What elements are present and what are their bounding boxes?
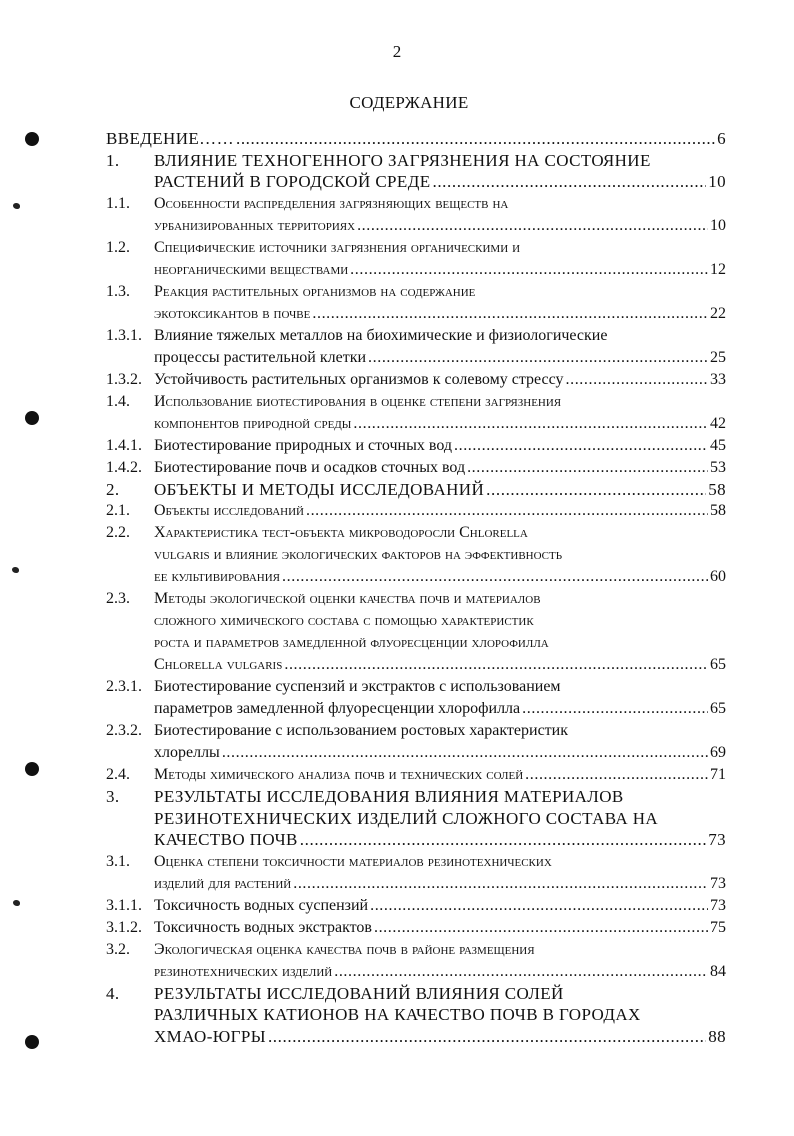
toc-entry-text: процессы растительной клетки <box>154 348 367 366</box>
toc-page-number: 10 <box>710 216 726 234</box>
toc-leader-dots <box>284 654 708 676</box>
toc-entry <box>106 479 726 501</box>
toc-page-number: 60 <box>710 568 726 585</box>
toc-entry-text: ВВЕДЕНИЕ…… <box>106 129 234 148</box>
toc-leader-dots <box>353 413 708 435</box>
toc-entry-text: vulgaris и влияние экологических факторов на эффективность <box>154 546 563 563</box>
toc-entry-text: Биотестирование почв и осадков сточных вод <box>154 458 466 476</box>
toc-leader-dots <box>370 895 708 917</box>
toc-leader-dots <box>300 829 706 851</box>
toc-entry <box>106 150 726 193</box>
toc-entry-text: Объекты исследований <box>154 502 304 519</box>
toc-entry-number: 3.1.2. <box>106 918 142 936</box>
toc-entry-text: Токсичность водных суспензий <box>154 896 369 914</box>
toc-entry-number: 1.2. <box>106 238 130 256</box>
toc-entry-text: Методы экологической оценки качества почв и материалов <box>154 590 541 607</box>
toc-entry-text: неорганическими веществами <box>154 260 349 278</box>
toc-entry-text: Биотестирование суспензий и экстрактов с использованием <box>154 678 561 695</box>
toc-leader-dots <box>566 369 709 391</box>
toc-page-number: 58 <box>708 479 726 499</box>
toc-leader-dots <box>293 873 708 895</box>
toc-entry-text: РАЗЛИЧНЫХ КАТИОНОВ НА КАЧЕСТВО ПОЧВ В ГОРОДАХ <box>154 1005 641 1024</box>
scan-speck <box>13 203 20 209</box>
toc-leader-dots <box>306 500 708 522</box>
toc-entry <box>106 786 726 851</box>
toc-entry <box>106 851 726 895</box>
toc-entry-text: хлореллы <box>154 744 220 761</box>
toc-entry <box>106 676 726 720</box>
toc-entry <box>106 435 726 457</box>
toc-page-number: 84 <box>710 962 726 980</box>
toc-entry-text: Биотестирование с использованием ростовых характеристик <box>154 722 569 739</box>
toc-page-number: 6 <box>717 129 726 148</box>
toc-entry <box>106 895 726 917</box>
toc-entry <box>106 983 726 1048</box>
toc-page-number: 65 <box>710 656 726 673</box>
toc-leader-dots <box>374 917 708 939</box>
toc-entry-text: Характеристика тест-объекта микроводоросли Chlorella <box>154 524 528 541</box>
toc-entry-text: сложного химического состава с помощью характеристик <box>154 612 534 629</box>
toc-entry-text: КАЧЕСТВО ПОЧВ <box>154 830 298 849</box>
toc-entry-number: 1.4.2. <box>106 458 142 476</box>
toc-page-number: 42 <box>710 414 726 432</box>
toc-entry-number: 2.3. <box>106 590 130 607</box>
toc-entry-number: 3.2. <box>106 940 130 958</box>
toc-leader-dots <box>334 961 708 983</box>
punch-hole <box>25 132 39 146</box>
toc-page-number: 10 <box>708 172 726 191</box>
toc-entry-number: 1.3. <box>106 282 130 300</box>
toc-entry-number: 2.3.1. <box>106 678 142 695</box>
toc-entry-text: ВЛИЯНИЕ ТЕХНОГЕННОГО ЗАГРЯЗНЕНИЯ НА СОСТОЯНИЕ <box>154 150 651 170</box>
toc-entry-text: Влияние тяжелых металлов на биохимические и физиологические <box>154 326 608 344</box>
toc-page-number: 33 <box>710 370 726 388</box>
toc-entry <box>106 500 726 522</box>
toc-entry-text: РЕЗУЛЬТАТЫ ИССЛЕДОВАНИЙ ВЛИЯНИЯ СОЛЕЙ <box>154 983 564 1003</box>
punch-hole <box>25 1035 39 1049</box>
toc-entry-text: резинотехнических изделий <box>154 962 333 980</box>
toc-entry-text: Chlorella vulgaris <box>154 656 283 673</box>
toc-entry-number: 1.1. <box>106 194 130 212</box>
toc-entry <box>106 281 726 325</box>
toc-page-number: 73 <box>708 830 726 849</box>
toc-entry-number: 2. <box>106 479 120 499</box>
toc-entry <box>106 764 726 786</box>
toc-entry <box>106 193 726 237</box>
toc-page-number: 53 <box>710 458 726 476</box>
toc-entry <box>106 917 726 939</box>
toc-entry-number: 2.3.2. <box>106 722 142 739</box>
toc-leader-dots <box>467 457 708 479</box>
toc-entry-text: Экологическая оценка качества почв в районе размещения <box>154 940 535 958</box>
toc-entry <box>106 939 726 983</box>
scan-speck <box>12 567 19 573</box>
toc-page-number: 12 <box>710 260 726 278</box>
toc-entry-text: Устойчивость растительных организмов к солевому стрессу <box>154 370 564 388</box>
toc-entry <box>106 588 726 676</box>
toc-entry <box>106 369 726 391</box>
toc-page-number: 73 <box>710 896 726 914</box>
toc-leader-dots <box>357 215 708 237</box>
table-of-contents <box>106 128 726 1047</box>
toc-entry <box>106 522 726 588</box>
toc-entry-number: 2.1. <box>106 502 130 519</box>
toc-leader-dots <box>454 435 708 457</box>
page-number: 2 <box>392 42 402 61</box>
toc-entry-text: экотоксикантов в почве <box>154 304 311 322</box>
punch-hole <box>25 762 39 776</box>
toc-page-number: 22 <box>710 304 726 322</box>
toc-entry-text: РЕЗИНОТЕХНИЧЕСКИХ ИЗДЕЛИЙ СЛОЖНОГО СОСТАВА НА <box>154 808 659 828</box>
toc-entry-text: ХМАО-ЮГРЫ <box>154 1026 266 1046</box>
toc-leader-dots <box>525 764 708 786</box>
toc-entry-number: 3.1.1. <box>106 896 142 914</box>
toc-entry-number: 3. <box>106 787 120 806</box>
toc-entry-number: 1.4. <box>106 392 130 410</box>
toc-entry-number: 1.4.1. <box>106 436 142 454</box>
toc-title: СОДЕРЖАНИЕ <box>349 93 469 112</box>
toc-entry-number: 1.3.1. <box>106 326 142 344</box>
toc-page-number: 71 <box>710 766 726 783</box>
toc-entry-text: ОБЪЕКТЫ И МЕТОДЫ ИССЛЕДОВАНИЙ <box>154 479 485 499</box>
toc-entry-text: Использование биотестирования в оценке степени загрязнения <box>154 392 562 410</box>
toc-entry-text: РЕЗУЛЬТАТЫ ИССЛЕДОВАНИЯ ВЛИЯНИЯ МАТЕРИАЛОВ <box>154 787 624 806</box>
toc-leader-dots <box>432 171 706 193</box>
toc-entry-text: Оценка степени токсичности материалов резинотехнических <box>154 852 552 870</box>
toc-entry-text: РАСТЕНИЙ В ГОРОДСКОЙ СРЕДЕ <box>154 172 431 191</box>
scan-speck <box>13 900 20 906</box>
toc-page-number: 25 <box>710 348 726 366</box>
toc-entry-number: 4. <box>106 983 120 1003</box>
toc-entry-text: компонентов природной среды <box>154 414 352 432</box>
toc-entry <box>106 720 726 764</box>
toc-leader-dots <box>312 303 708 325</box>
toc-entry-text: Специфические источники загрязнения органическими и <box>154 238 521 256</box>
toc-entry <box>106 128 726 150</box>
toc-entry <box>106 457 726 479</box>
toc-leader-dots <box>486 479 706 501</box>
toc-page-number: 65 <box>710 700 726 717</box>
toc-leader-dots <box>236 128 715 150</box>
toc-entry-number: 3.1. <box>106 852 130 870</box>
toc-leader-dots <box>222 742 708 764</box>
toc-page-number: 73 <box>710 874 726 892</box>
toc-entry-number: 1.3.2. <box>106 370 142 388</box>
toc-page-number: 75 <box>710 918 726 936</box>
toc-page-number: 88 <box>708 1026 726 1046</box>
toc-entry-text: Токсичность водных экстрактов <box>154 918 372 936</box>
toc-entry-text: Биотестирование природных и сточных вод <box>154 436 452 454</box>
toc-entry-text: роста и параметров замедленной флуоресценции хлорофилла <box>154 634 549 651</box>
toc-entry-text: Особенности распределения загрязняющих веществ на <box>154 194 509 212</box>
toc-leader-dots <box>522 698 708 720</box>
toc-entry-text: параметров замедленной флуоресценции хлорофилла <box>154 700 521 717</box>
toc-entry <box>106 325 726 369</box>
toc-entry-text: изделий для растений <box>154 874 292 892</box>
punch-hole <box>25 411 39 425</box>
toc-entry-text: Реакция растительных организмов на содержание <box>154 282 476 300</box>
toc-leader-dots <box>282 566 708 588</box>
toc-entry <box>106 391 726 435</box>
toc-entry-text: ее культивирования <box>154 568 281 585</box>
toc-page-number: 58 <box>710 502 726 519</box>
toc-page-number: 69 <box>710 744 726 761</box>
toc-leader-dots <box>350 259 708 281</box>
toc-page-number: 45 <box>710 436 726 454</box>
toc-entry <box>106 237 726 281</box>
toc-entry-number: 2.4. <box>106 766 130 783</box>
toc-leader-dots <box>268 1026 706 1048</box>
toc-leader-dots <box>368 347 708 369</box>
toc-entry-number: 2.2. <box>106 524 130 541</box>
toc-entry-text: Методы химического анализа почв и технических солей <box>154 766 524 783</box>
toc-entry-number: 1. <box>106 150 120 170</box>
toc-entry-text: урбанизированных территориях <box>154 216 356 234</box>
